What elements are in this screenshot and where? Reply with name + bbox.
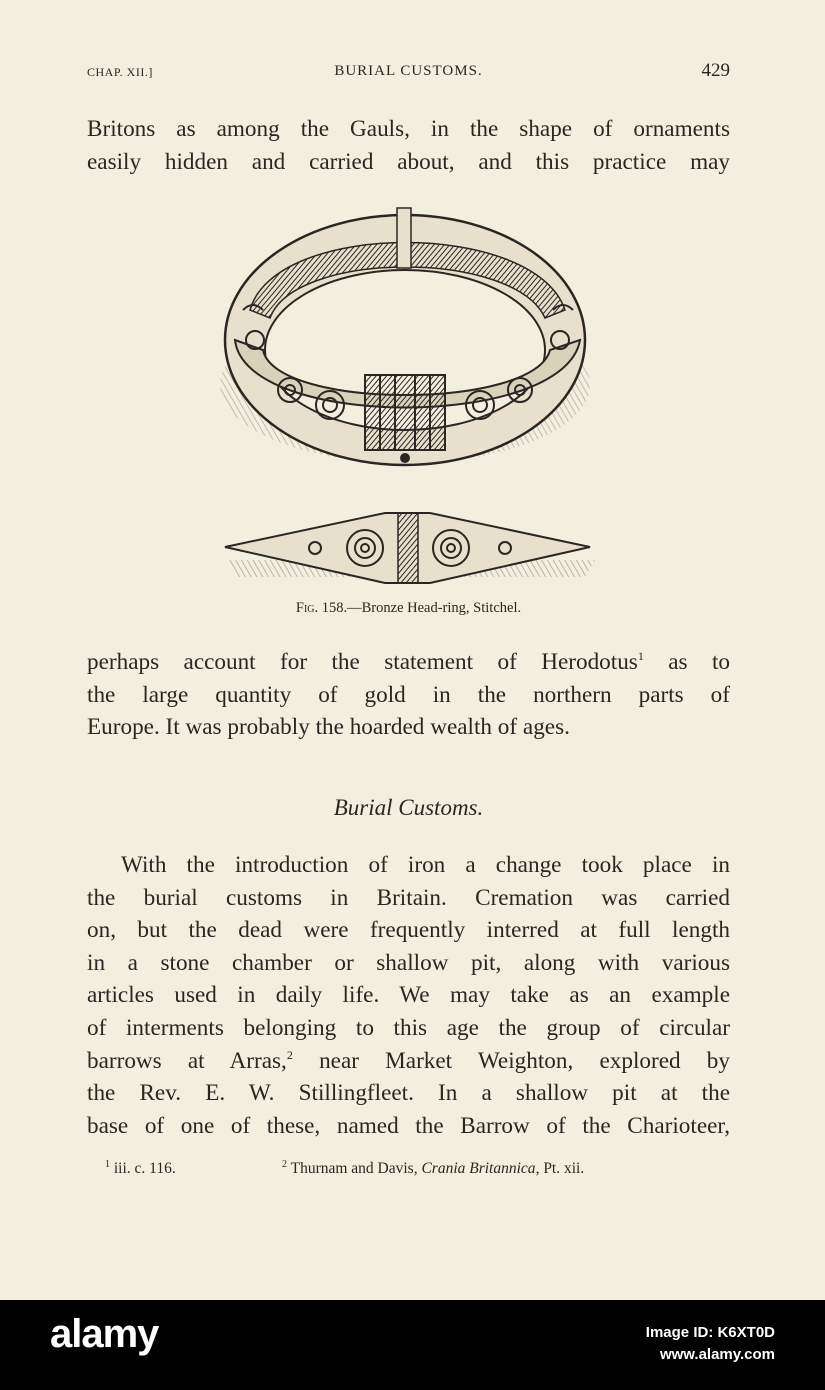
figure-caption-text: —Bronze Head-ring, Stitchel. (347, 600, 522, 616)
running-title: BURIAL CUSTOMS. (334, 63, 483, 79)
paragraph-middle (87, 646, 730, 744)
text-line (87, 1045, 730, 1078)
footnote-2 (282, 1160, 584, 1178)
running-head (87, 60, 730, 84)
text-line: Britons as among the Gauls, in the shape of ornaments (87, 116, 730, 142)
text-line: the large quantity of gold in the northern parts of (87, 681, 730, 708)
paragraph-burial (87, 849, 730, 1142)
text-line: With the introduction of iron a change took place in (121, 852, 730, 878)
image-id: Image ID: K6XT0D (645, 1324, 775, 1341)
figure-head-ring-profile (215, 505, 600, 590)
head-ring-profile-illustration (215, 505, 600, 590)
brand-logo: alamy (50, 1312, 159, 1356)
chapter-label: CHAP. XII.] (87, 65, 153, 79)
text-run: near Market Weighton, explored by (292, 1047, 730, 1074)
footnote-1 (105, 1160, 176, 1178)
footnote-text: Thurnam and Davis, (287, 1160, 422, 1177)
text-run: perhaps account for the statement of Herodotus (87, 649, 638, 675)
paragraph-top (87, 113, 730, 178)
footnotes (87, 1160, 730, 1184)
text-line: the Rev. E. W. Stillingfleet. In a shallow pit at the (87, 1080, 730, 1107)
footnote-ref: 1 (637, 649, 644, 663)
text-line: on, but the dead were frequently interred at full length (87, 917, 730, 944)
section-heading: Burial Customs. (333, 795, 484, 820)
page-number: 429 (701, 60, 730, 81)
text-line: Europe. It was probably the hoarded wealth of ages. (87, 714, 570, 741)
figure-caption (87, 600, 730, 617)
text-line: in a stone chamber or shallow pit, along with various (87, 949, 730, 976)
text-line: the burial customs in Britain. Cremation was carried (87, 884, 730, 911)
text-run: as to (643, 649, 731, 675)
text-line: easily hidden and carried about, and this practice may (87, 148, 730, 175)
footnote-text: , Pt. xii. (535, 1160, 585, 1177)
site-url: www.alamy.com (659, 1346, 775, 1363)
stock-info (646, 1322, 775, 1366)
text-line (87, 646, 730, 679)
figure-label: Fig. 158. (295, 600, 348, 616)
figure-head-ring (215, 200, 600, 475)
footnote-ref: 2 (286, 1047, 293, 1062)
text-line: base of one of these, named the Barrow of the Charioteer, (87, 1112, 730, 1139)
stock-footer (0, 1300, 825, 1390)
text-run: barrows at Arras, (87, 1047, 287, 1074)
footnote-mark: 2 (282, 1159, 287, 1170)
text-line: articles used in daily life. We may take as an example (87, 982, 730, 1009)
footnote-text: iii. c. 116. (110, 1160, 176, 1177)
head-ring-illustration (215, 200, 600, 475)
footnote-book-title: Crania Britannica (421, 1160, 536, 1177)
text-line: of interments belonging to this age the group of circular (87, 1014, 730, 1041)
footnote-mark: 1 (105, 1159, 110, 1170)
